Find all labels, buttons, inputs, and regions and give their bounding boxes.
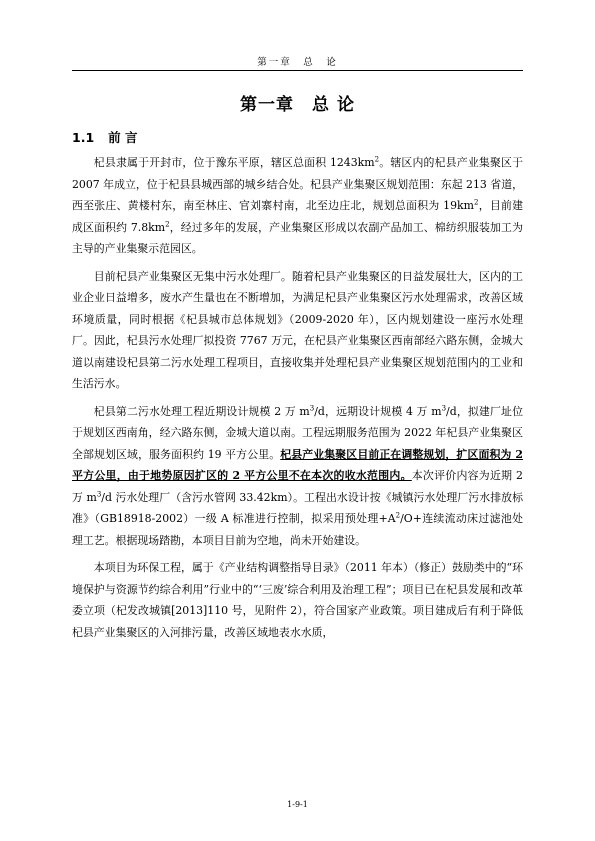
chapter-title: 第一章 总 论 [240, 95, 355, 115]
paragraph-text: /O+连续流动床过滤池处理工艺。根据现场踏勘，本项目目前为空地，尚未开始建设。 [72, 512, 523, 547]
body-text [72, 152, 523, 649]
superscript: 2 [374, 155, 380, 164]
superscript: 2 [165, 219, 170, 228]
paragraph-text: 本项目为环保工程，属于《产业结构调整指导目录》（2011 年本）（修正）鼓励类中的“环境保护与资源节约综合利用”行业中的“‘三废’综合利用及治理工程”；项目已在杞县发展和改革委立项（杞发改城镇[2013]110 号，见附件 2），符合国家产业政策。项目建成后有利于降低杞县产业集聚区的入河排污量，改善区域地表水水质， [72, 561, 523, 639]
superscript: 2 [473, 198, 479, 207]
paragraph [72, 152, 523, 260]
paragraph-text: 本次评价内容为近期 2 万 m [72, 469, 523, 504]
header-rule [72, 70, 523, 71]
paragraph-text: 杞县第二污水处理工程近期设计规模 2 万 m [93, 404, 310, 418]
superscript: 3 [441, 403, 447, 412]
section-heading [72, 128, 138, 146]
superscript: 2 [395, 511, 401, 520]
page-number: 1-9-1 [287, 800, 308, 809]
superscript: 3 [96, 489, 102, 498]
paragraph [72, 557, 523, 643]
paragraph-text: /d，拟建厂址位于规划区西南角，经六路东侧，金城大道以南。工程远期服务范围为 2022 年杞县产业集聚区全部规划区域，服务面积约 19 平方公里。 [72, 404, 523, 461]
running-header: 第一章 总 论 [257, 57, 338, 68]
paragraph-text: /d，远期设计规模 4 万 m [314, 404, 442, 418]
paragraph-text: 目前杞县产业集聚区无集中污水处理厂。随着杞县产业集聚区的日益发展壮大，区内的工业企业日益增多，废水产生量也在不断增加，为满足杞县产业集聚区污水处理需求，改善区域环境质量，同时根据《杞县城市总体规划》（2009-2020 年），区内规划建设一座污水处理厂。因此，杞县污水处理厂拟投资 7767 万元，在杞县产业集聚区西南部经六路东侧，金城大道以南建设杞县第二污水处理工程项目，直接收集并处理杞县产业集聚区规划范围内的工业和生活污水。 [72, 269, 523, 390]
paragraph-text: /d 污水处理厂（含污水管网 33.42km）。工程出水设计按《城镇污水处理厂污水排放标准》（GB18918-2002）一级 A 标准进行控制，拟采用预处理+A [72, 490, 523, 525]
paragraph-text: 。辖区内的杞县产业集聚区于 2007 年成立，位于杞县县城西部的城乡结合处。杞县产业集聚区规划范围：东起 213 省道，西至张庄、黄楼村东，南至林庄、官刘寨村南，北至边庄北，规划总面积为 19km [72, 156, 523, 212]
section-number: 1.1 [72, 130, 95, 145]
paragraph [72, 401, 523, 552]
emphasized-text: 杞县产业集聚区目前正在调整规划，扩区面积为 2 平方公里，由于地势原因扩区的 2 平方公里不在本次的收水范围内。 [72, 447, 523, 482]
paragraph-text: ，目前建成区面积约 7.8km [72, 199, 523, 234]
section-title: 前 言 [108, 130, 138, 145]
paragraph-text: ，经过多年的发展，产业集聚区形成以农副产品加工、棉纺织服装加工为主导的产业集聚示范园区。 [72, 220, 523, 255]
paragraph-text: 杞县隶属于开封市，位于豫东平原，辖区总面积 1243km [93, 156, 375, 169]
paragraph [72, 266, 523, 395]
superscript: 3 [309, 403, 315, 412]
